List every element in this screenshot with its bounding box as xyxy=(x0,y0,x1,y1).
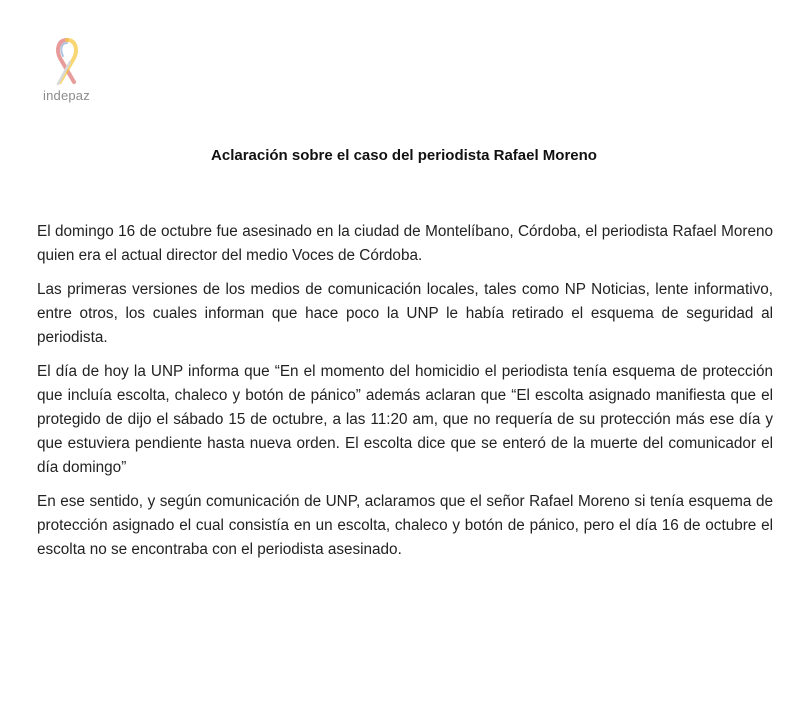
document-title: Aclaración sobre el caso del periodista Rafael Moreno xyxy=(211,147,597,164)
document-body xyxy=(37,220,773,572)
logo-text: indepaz xyxy=(43,88,90,103)
paragraph-3: El día de hoy la UNP informa que “En el momento del homicidio el periodista tenía esquema de protección que incluía escolta, chaleco y botón de pánico” además aclaran que “El escolta asignado manifiesta que el protegido de dijo el sábado 15 de octubre, a las 11:20 am, que no requería de su protección más ese día y que estuviera pendiente hasta nueva orden. El escolta dice que se enteró de la muerte del comunicador el día domingo” xyxy=(37,363,773,476)
paragraph-1: El domingo 16 de octubre fue asesinado en la ciudad de Montelíbano, Córdoba, el periodista Rafael Moreno quien era el actual director del medio Voces de Córdoba. xyxy=(37,223,773,264)
indepaz-logo xyxy=(40,36,98,108)
paragraph-2: Las primeras versiones de los medios de comunicación locales, tales como NP Noticias, lente informativo, entre otros, los cuales informan que hace poco la UNP le había retirado el esquema de seguridad al periodista. xyxy=(37,281,773,346)
paragraph-4: En ese sentido, y según comunicación de UNP, aclaramos que el señor Rafael Moreno si tenía esquema de protección asignado el cual consistía en un escolta, chaleco y botón de pánico, pero el día 16 de octubre el escolta no se encontraba con el periodista asesinado. xyxy=(37,493,773,558)
ribbon-icon xyxy=(50,36,84,90)
